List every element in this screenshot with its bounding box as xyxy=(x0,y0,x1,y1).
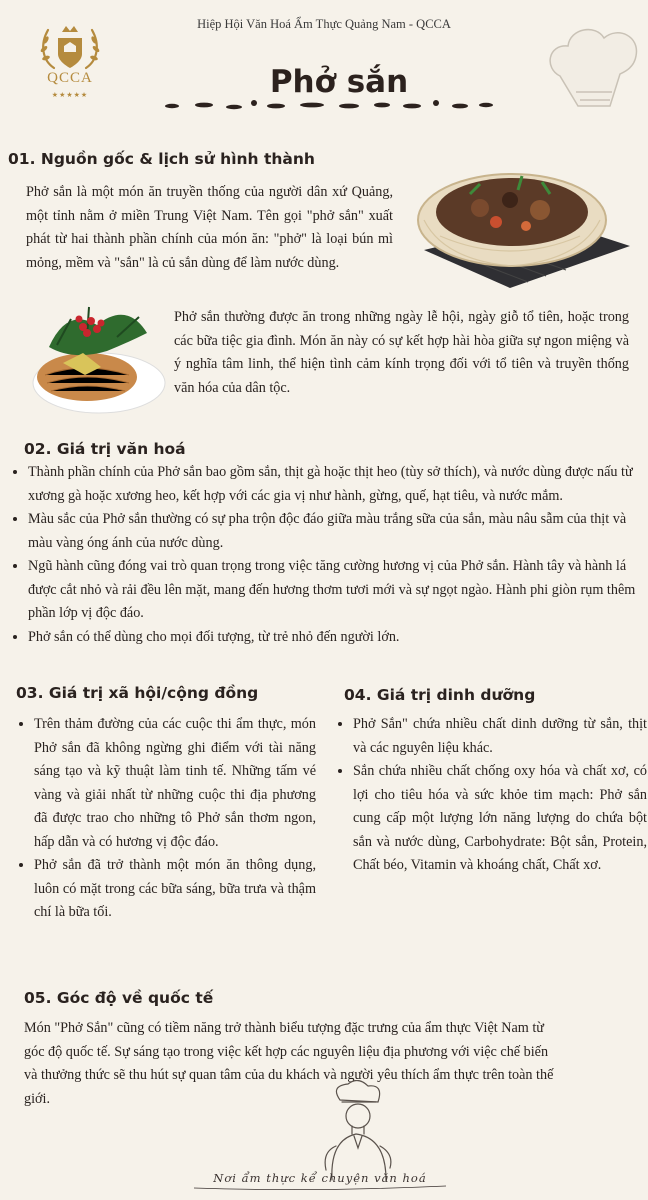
section-5-heading: 05. Góc độ về quốc tế xyxy=(24,989,214,1007)
dish-image-basket xyxy=(400,150,640,288)
section-1-paragraph-1: Phở sắn là một món ăn truyền thống của người dân xứ Quảng, một tỉnh nằm ở miền Trung Việt Nam. Tên gọi "phở sắn" xuất phát từ hai thành phần chính của món ăn: "phở" là loại bún mì mỏng, mềm và "sắn" là củ sắn dùng để làm nước dùng. xyxy=(26,184,393,271)
logo-stars: ★★★★★ xyxy=(51,91,89,99)
section-1-paragraph-2: Phở sắn thường được ăn trong những ngày lễ hội, ngày giỗ tổ tiên, hoặc trong các bữa tiệc gia đình. Món ăn này có sự kết hợp hài hòa giữa sự ngon miệng và ý nghĩa tâm linh, thể hiện tình cảm kính trọng đối với tổ tiên và truyền thống văn hóa của dân tộc. xyxy=(174,309,629,396)
footer-slogan: Nơi ẩm thực kể chuyện văn hoá xyxy=(213,1171,427,1185)
list-item: • Phở sắn đã trở thành một món ăn thông dụng, luôn có mặt trong các bữa sáng, bữa trưa và thậm chí là bữa tối. xyxy=(34,854,316,925)
list-item: • Ngũ hành cũng đóng vai trò quan trọng trong việc tăng cường hương vị của Phở sắn. Hành tây và hành lá được cắt nhỏ và rải đều lên mặt, mang đến hương thơm tươi mới và sự ngọt ngào. Hành phi giòn rụm thêm phần lớp vị độc đáo. xyxy=(28,555,648,626)
section-2-list xyxy=(6,461,648,649)
list-item: • Sắn chứa nhiều chất chống oxy hóa và chất xơ, có lợi cho tiêu hóa và sức khỏe tim mạch: Phở sắn cung cấp một lượng lớn năng lượng do chứa bột sắn và nước dùng, Carbohydrate: Bột sắn, Protein, Chất béo, Vitamin và khoáng chất, Chất xơ. xyxy=(353,760,647,878)
logo-text: QCCA xyxy=(47,70,93,86)
list-item: • Phở Sắn" chứa nhiều chất dinh dưỡng từ sắn, thịt và các nguyên liệu khác. xyxy=(353,713,647,760)
section-3-list xyxy=(12,713,316,925)
section-5-paragraph: Món "Phở Sắn" cũng có tiềm năng trở thành biểu tượng đặc trưng của ẩm thực Việt Nam từ góc độ quốc tế. Sự sáng tạo trong việc kết hợp các nguyên liệu địa phương với việc chế biến và thưởng thức sẽ thu hút sự quan tâm của du khách và người yêu thích ẩm thực trên toàn thế giới. xyxy=(24,1020,554,1107)
list-item: • Thành phần chính của Phở sắn bao gồm sắn, thịt gà hoặc thịt heo (tùy sở thích), và nước dùng được nấu từ xương gà hoặc xương heo, kết hợp với các gia vị như hành, gừng, quế, hạt tiêu, và nước mắm. xyxy=(28,461,648,508)
dish-image-noodles xyxy=(27,297,167,415)
section-4-heading: 04. Giá trị dinh dưỡng xyxy=(344,686,536,704)
list-item: • Phở sắn có thể dùng cho mọi đối tượng, từ trẻ nhỏ đến người lớn. xyxy=(28,626,648,650)
list-item: • Trên thảm đường của các cuộc thi ẩm thực, món Phở sắn đã không ngừng ghi điểm với tài năng sáng tạo và kỹ thuật làm tinh tế. Những tấm vé vàng và giải nhất từ những cuộc thi địa phương đã được trao cho những tô Phở sắn thơm ngon, hấp dẫn và có hương vị độc đáo. xyxy=(34,713,316,854)
section-1-heading: 01. Nguồn gốc & lịch sử hình thành xyxy=(8,150,315,168)
title-divider xyxy=(164,97,494,111)
organization-name: Hiệp Hội Văn Hoá Ẩm Thực Quảng Nam - QCCA xyxy=(197,17,451,31)
section-2-heading: 02. Giá trị văn hoá xyxy=(24,440,186,458)
section-3-heading: 03. Giá trị xã hội/cộng đồng xyxy=(16,684,259,702)
section-4-list xyxy=(331,713,647,878)
list-item: • Màu sắc của Phở sắn thường có sự pha trộn độc đáo giữa màu trắng sữa của sắn, màu nâu sẫm của thịt và màu vàng óng ánh của nước dùng. xyxy=(28,508,648,555)
page-title: Phở sắn xyxy=(269,64,409,100)
